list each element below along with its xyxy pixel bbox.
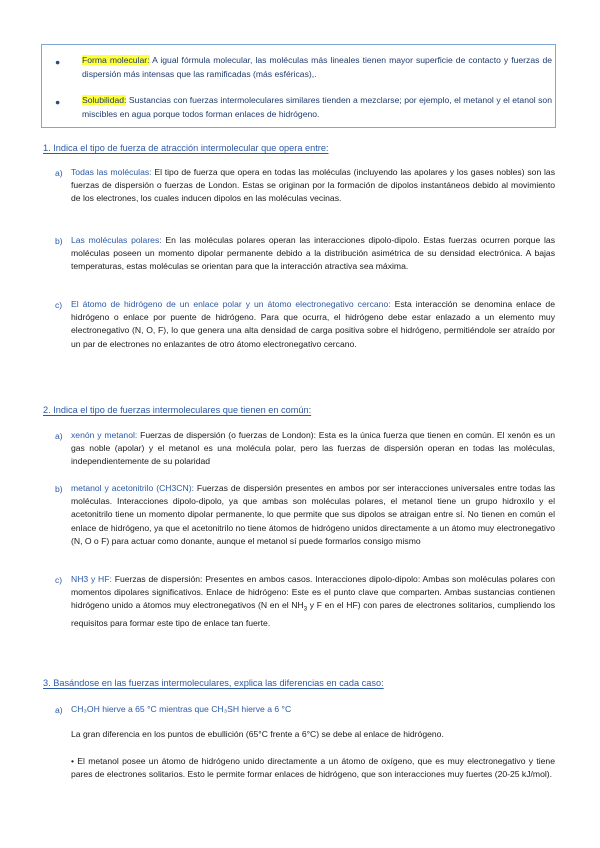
q1-answer-c: El átomo de hidrógeno de un enlace polar y un átomo electronegativo cercano: Esta interacción se denomina enlace de hidrógeno o enlace por puente de hidrógeno. Para que ocurra, el hidrógeno debe estar enlazado a un elemento muy electronegativo (N, O, F), lo que genera una alta densidad de carga positiva sobre el hidrógeno, permitiéndole ser atraído por un par de electrones no enlazantes de otro átomo electronegativo cercano. — [71, 299, 555, 349]
item-label: b) — [55, 236, 63, 246]
bullet: ● — [55, 97, 61, 107]
item-label: a) — [55, 431, 63, 441]
q1-answer-a: Todas las moléculas: El tipo de fuerza que opera en todas las moléculas (incluyendo las apolares y los gases nobles) son las fuerzas de dispersión o fuerzas de London. Estas se originan por la formación de dipolos instantáneos debido al movimiento de los electrones, los cuales inducen dipolos en las moléculas vecinas. — [71, 167, 555, 204]
q3-item-a-heading: CH₃OH hierve a 65 °C mientras que CH₃SH hierve a 6 °C — [71, 704, 292, 714]
q2-answer-c: NH3 y HF: Fuerzas de dispersión: Presentes en ambos casos. Interacciones dipolo-dipolo: Ambas son moléculas polares con momentos dipolares significativos. Enlace de hidrógeno: Este es el punto clave que comparten. Ambas sustancias contienen hidrógeno unido a átomos muy electronegativos (N en el $NH_3$ y F en el HF) con pares de electrones solitarios, cumpliendo los requisitos para formar este tipo de enlace tan fuerte. — [71, 574, 556, 629]
question-1-title: 1. Indica el tipo de fuerza de atracción intermolecular que opera entre: — [43, 143, 329, 153]
box-item-molecular-shape: Forma molecular: A igual fórmula molecular, las moléculas más lineales tienen mayor superficie de contacto y fuerzas de dispersión más intensas que las ramificadas (más esféricas),. — [82, 55, 553, 79]
q3-paragraph-1: La gran diferencia en los puntos de ebullición (65°C frente a 6°C) se debe al enlace de hidrógeno. — [71, 729, 444, 739]
item-label: a) — [55, 705, 63, 715]
q3-paragraph-2: • El metanol posee un átomo de hidrógeno unido directamente a un átomo de oxígeno, que es muy electronegativo y tiene pares de electrones solitarios. Esto le permite formar enlaces de hidrógeno, que son interacciones muy fuertes (20-25 kJ/mol). — [71, 756, 555, 780]
box-item-solubility: Solubilidad: Sustancias con fuerzas intermoleculares similares tienden a mezclarse; por ejemplo, el metanol y el etanol son miscibles en agua porque todos forman enlaces de hidrógeno. — [82, 95, 552, 119]
item-label: b) — [55, 484, 63, 494]
question-2-title: 2. Indica el tipo de fuerzas intermoleculares que tienen en común: — [43, 405, 312, 415]
q2-answer-b: metanol y acetonitrilo (CH3CN): Fuerzas de dispersión presentes en ambos por ser interacciones universales entre todas las moléculas. Interacciones dipolo-dipolo, ya que ambas son moléculas polares, el metanol tiene un grupo hidroxilo y el acetonitrilo tiene un momento dipolar permanente, lo que permite que sus dipolos se atraigan entre sí. No tienen en común el enlace de hidrógeno, ya que el acetonitrilo no tiene átomos de hidrógeno unidos directamente a un átomo muy electronegativo (N, O o F) para actuar como donante, aunque el metanol sí puede formarlos consigo mismo — [71, 483, 556, 546]
question-3-title: 3. Basándose en las fuerzas intermoleculares, explica las diferencias en cada caso: — [43, 678, 384, 688]
q1-answer-b: Las moléculas polares: En las moléculas polares operan las interacciones dipolo-dipolo. Estas fuerzas ocurren porque las moléculas poseen un momento dipolar permanente debido a la distribución asimétrica de su densidad electrónica. A bajas temperaturas, estas moléculas se orientan para que la interacción atractiva sea máxima. — [71, 235, 555, 272]
highlight-term: Forma molecular: — [82, 55, 150, 65]
q2-answer-a: xenón y metanol: Fuerzas de dispersión (o fuerzas de London): Esta es la única fuerza que tienen en común. El xenón es un gas noble (apolar) y el metanol es una molécula polar, pero las fuerzas de dispersión operan en todas las moléculas, independientemente de su polaridad — [71, 430, 555, 467]
item-label: c) — [55, 575, 63, 585]
item-label: a) — [55, 168, 63, 178]
highlight-term: Solubilidad: — [82, 95, 127, 105]
item-label: c) — [55, 300, 63, 310]
bullet: ● — [55, 57, 61, 67]
